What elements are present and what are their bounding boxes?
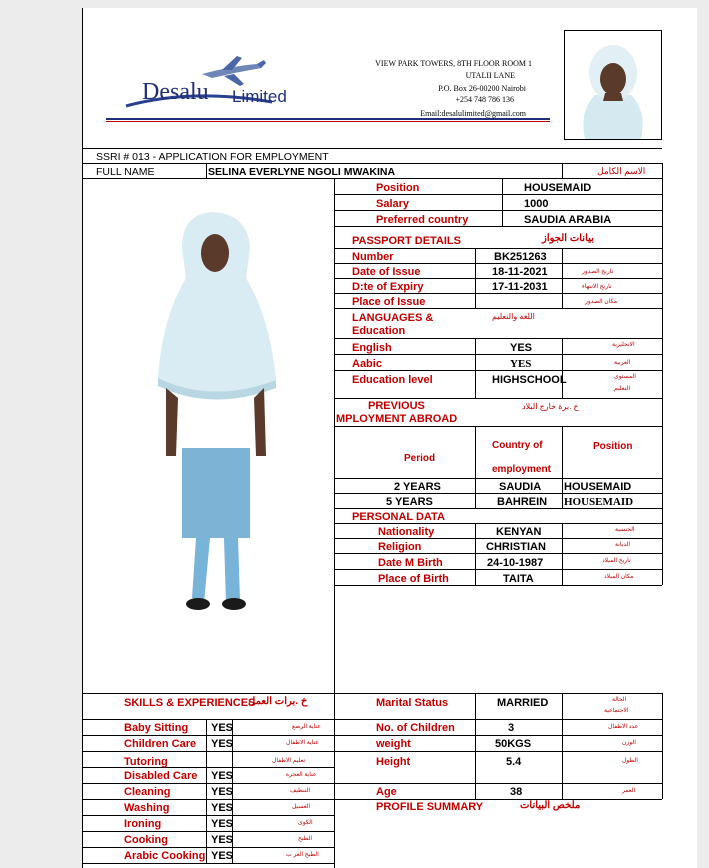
passport-title: PASSPORT DETAILS xyxy=(352,235,461,247)
person-portrait-icon xyxy=(565,31,661,139)
full-name-label: FULL NAME xyxy=(96,166,155,178)
portrait-photo xyxy=(564,30,662,140)
header-rule xyxy=(106,118,550,120)
company-logo xyxy=(122,54,292,116)
company-name: Desalu xyxy=(142,79,209,105)
header-rule-2 xyxy=(106,121,550,122)
application-form: Desalu Limited VIEW PARK TOWERS, 8TH FLOOR ROOM 1 UTALII LANE P.O. Box 26-00200 Nairobi +254 748 786 136 Email:desalulimited@gmail.com SSRI # 013 - APPLICATION FOR EMPLOYMENT FULL NAME SELINA EVERLYNE NGOLI MWAKINA الاسم الكامل Position HOUSEMAID Salary 1000 Preferred country SAUDIA ARABIA PASSPORT DETAILS بيانات الجواز Number BK251263 Date of Issue 18-11-2021 تاريخ الصدور D:te of Expiry 17-11-2031 تاريخ الانتهاء Place of Issue مكان الصدور LANGUAGES & Education اللغة والتعليم English YES الانجليزية Aabic YES العربية Education level HIGHSCHOOL المستوى التعليم PREVIOUS MPLOYMENT ABROAD خ .برة خارج البلاد Period Country of employment Position 2 YEARS SAUDIA HOUSEMAID 5 YEARS BAHREIN HOUSEMAID PERSONAL DATA Nationality KENYAN الجنسية Religion CHRISTIAN الديانة Date M Birth 24-10-1987 تاريخ الميلاد Place of Birth TAITA مكان الميلاد SKILLS & EXPERIENCES خ .برات العمل Baby Sitting YES عناية الرضع Children Care YES عناية الاطفال Tutoring تعليم الاطفال Disabled Care YES عناية العجزة Cleaning YES التنظيف Washing YES الغسيل Ironing YES الكوى Cooking YES الطبخ Arabic Cooking YES الطبخ العر ب Marital Status MARRIED الحالة الاجتماعية No. of Children 3 عدد الاطفال weight 50KGS الوزن Height 5.4 الطول Age 38 العمر PROFILE SUMMARY ملخص البيانات xyxy=(82,8,697,868)
person-fullbody-icon xyxy=(152,208,282,623)
full-body-photo xyxy=(152,208,282,623)
form-code: SSRI # 013 - APPLICATION FOR EMPLOYMENT xyxy=(96,151,329,163)
full-name-arabic: الاسم الكامل xyxy=(597,166,646,176)
company-name-suffix: Limited xyxy=(232,87,287,106)
full-name-value: SELINA EVERLYNE NGOLI MWAKINA xyxy=(208,166,396,178)
